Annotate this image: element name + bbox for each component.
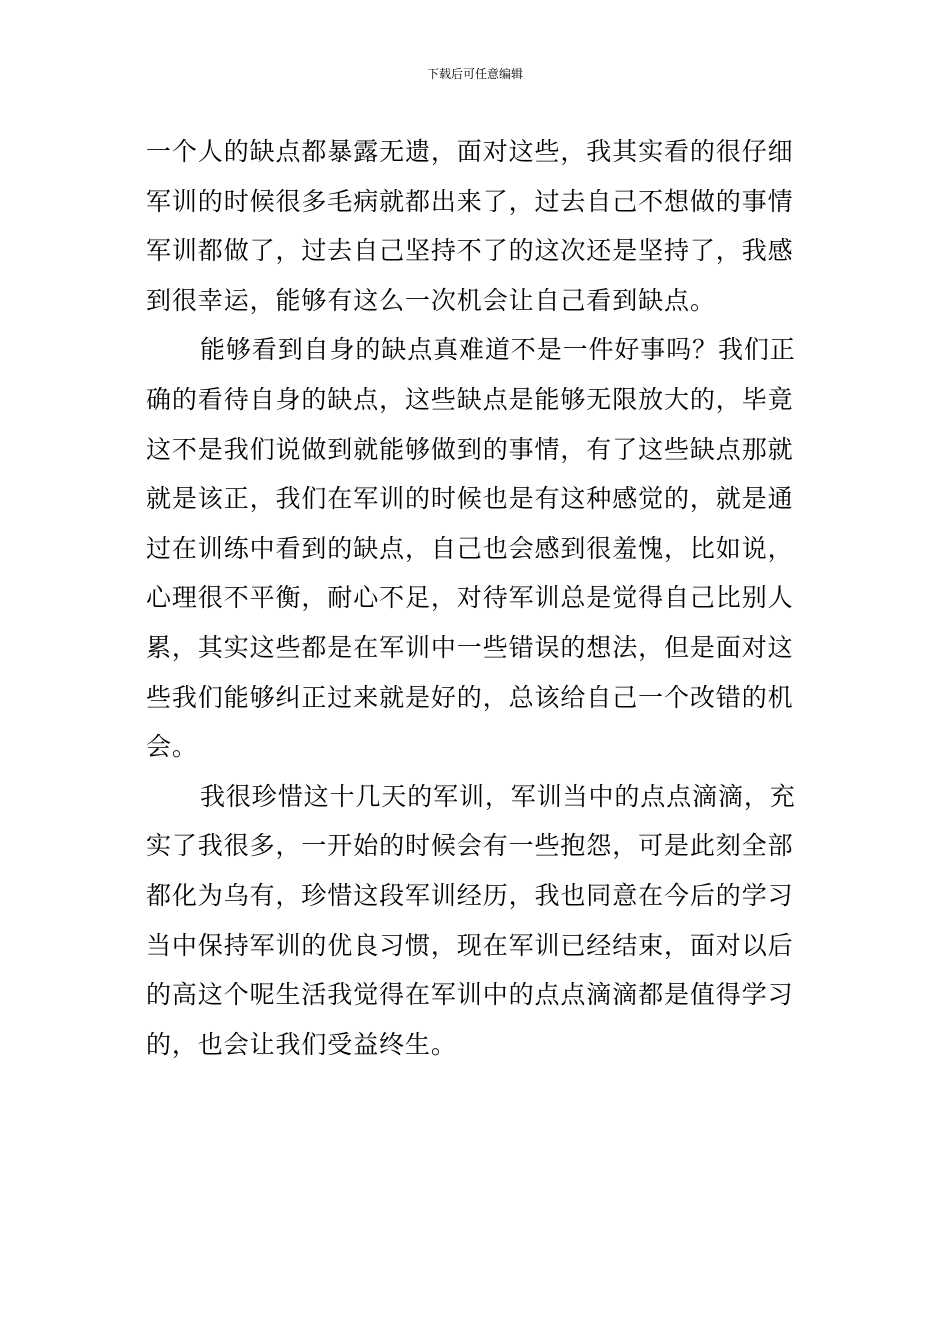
text-line: 能够看到自身的缺点真难道不是一件好事吗？我们正: [200, 335, 796, 365]
text-line: 到很幸运，能够有这么一次机会让自己看到缺点。: [146, 285, 716, 315]
text-line: 实了我很多，一开始的时候会有一些抱怨，可是此刻全部: [146, 831, 794, 861]
page-header: 下载后可任意编辑: [426, 67, 523, 81]
text-line: 军训都做了，过去自己坚持不了的这次还是坚持了，我感: [146, 236, 794, 266]
text-line: 心理很不平衡，耐心不足，对待军训总是觉得自己比别人: [146, 583, 794, 613]
text-line: 我很珍惜这十几天的军训，军训当中的点点滴滴，充: [200, 781, 796, 811]
text-line: 些我们能够纠正过来就是好的，总该给自己一个改错的机: [146, 682, 794, 712]
text-line: 会。: [146, 732, 198, 762]
text-line: 这不是我们说做到就能够做到的事情，有了这些缺点那就: [146, 434, 794, 464]
text-line: 军训的时候很多毛病就都出来了，过去自己不想做的事情: [146, 186, 794, 216]
text-line: 一个人的缺点都暴露无遗，面对这些，我其实看的很仔细: [146, 137, 794, 166]
text-line: 的高这个呢生活我觉得在军训中的点点滴滴都是值得学习: [146, 980, 794, 1010]
text-line: 就是该正，我们在军训的时候也是有这种感觉的，就是通: [146, 484, 794, 514]
document-body: [146, 127, 808, 1069]
text-line: 的，也会让我们受益终生。: [146, 1029, 457, 1059]
text-line: 都化为乌有，珍惜这段军训经历，我也同意在今后的学习: [146, 880, 794, 910]
text-line: 过在训练中看到的缺点，自己也会感到很羞愧，比如说，: [146, 533, 794, 563]
text-line: 当中保持军训的优良习惯，现在军训已经结束，面对以后: [146, 930, 794, 960]
text-line: 确的看待自身的缺点，这些缺点是能够无限放大的，毕竟: [146, 384, 794, 414]
text-line: 累，其实这些都是在军训中一些错误的想法，但是面对这: [146, 632, 794, 662]
